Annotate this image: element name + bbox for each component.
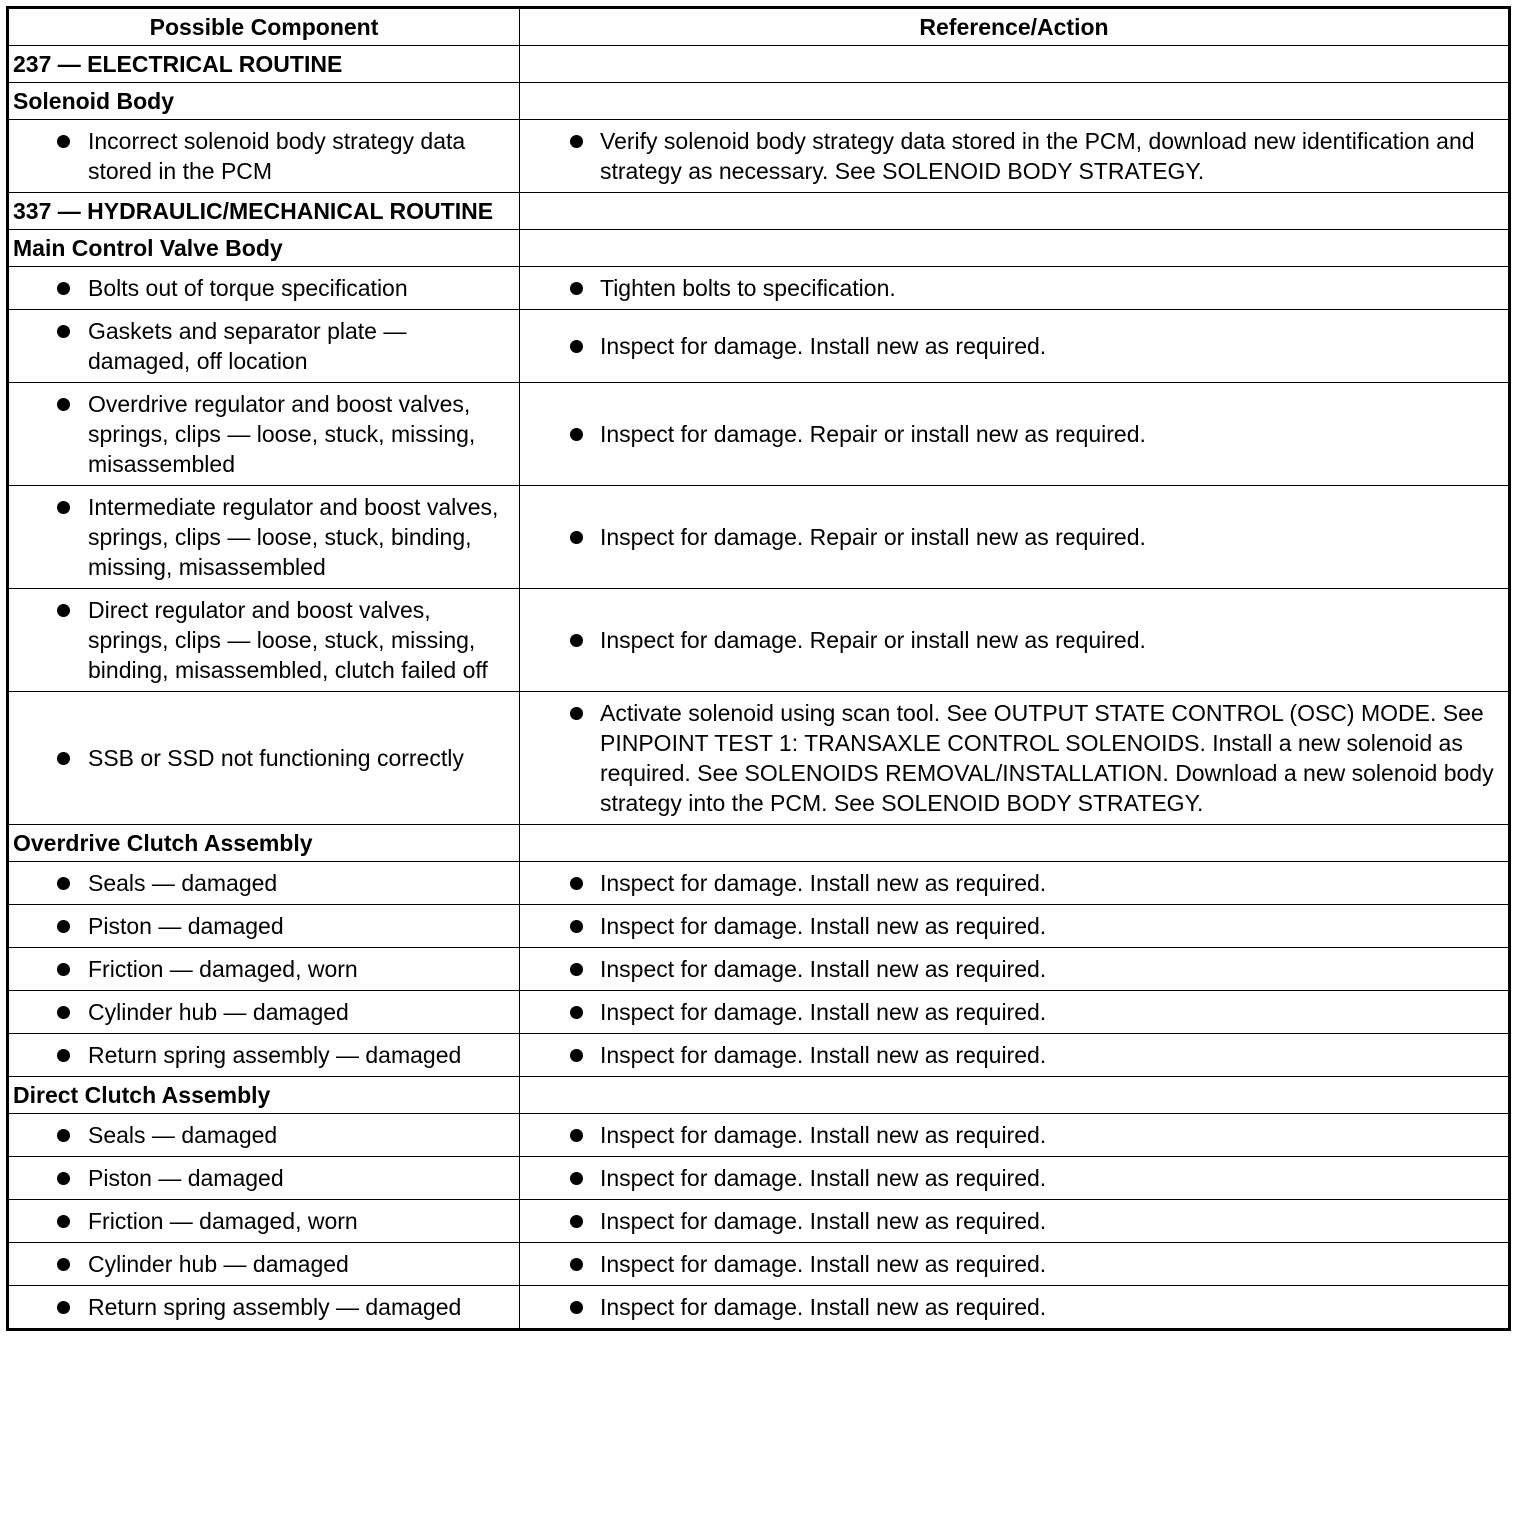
component-text: Friction — damaged, worn [88,956,358,982]
bullet-icon [57,1172,70,1185]
component-text: SSB or SSD not functioning correctly [88,745,464,771]
action-text: Inspect for damage. Install new as required. [600,1122,1047,1148]
bullet-icon [57,1006,70,1019]
column-header-component: Possible Component [8,8,520,46]
component-cell [8,589,520,692]
component-cell [8,692,520,825]
table-row [8,486,1510,589]
bullet-item [15,1120,513,1150]
component-text: Incorrect solenoid body strategy data stored in the PCM [88,128,466,184]
component-cell [8,862,520,905]
bullet-item [15,595,513,685]
component-cell [8,991,520,1034]
section-empty-cell [520,83,1510,120]
bullet-item [15,389,513,479]
action-cell [520,905,1510,948]
bullet-item [526,997,1502,1027]
bullet-icon [57,1049,70,1062]
table-row [8,1243,1510,1286]
bullet-item [15,1163,513,1193]
bullet-item [15,273,513,303]
component-text: Piston — damaged [88,913,284,939]
diagnosis-table-container [6,6,1511,1331]
action-cell [520,991,1510,1034]
component-text: Overdrive regulator and boost valves, springs, clips — loose, stuck, missing, misassembled [88,391,476,477]
section-empty-cell [520,230,1510,267]
table-row [8,1157,1510,1200]
bullet-icon [57,1215,70,1228]
bullet-item [526,698,1502,818]
section-empty-cell [520,46,1510,83]
component-cell [8,948,520,991]
component-text: Return spring assembly — damaged [88,1294,462,1320]
bullet-item [15,126,513,186]
bullet-icon [57,1301,70,1314]
action-cell [520,120,1510,193]
component-cell [8,1157,520,1200]
action-text: Inspect for damage. Repair or install new as required. [600,627,1146,653]
action-cell [520,862,1510,905]
bullet-icon [570,707,583,720]
bullet-item [526,954,1502,984]
component-text: Direct regulator and boost valves, springs, clips — loose, stuck, missing, binding, misassembled, clutch failed off [88,597,488,683]
section-empty-cell [520,193,1510,230]
bullet-icon [57,1129,70,1142]
table-row [8,1034,1510,1077]
bullet-item [526,868,1502,898]
bullet-item [526,1292,1502,1322]
action-cell [520,383,1510,486]
bullet-item [526,911,1502,941]
bullet-item [526,273,1502,303]
bullet-icon [57,604,70,617]
bullet-item [15,868,513,898]
component-cell [8,1200,520,1243]
bullet-icon [570,282,583,295]
bullet-icon [570,531,583,544]
bullet-item [15,911,513,941]
section-row [8,83,1510,120]
section-title: Solenoid Body [8,83,520,120]
component-cell [8,120,520,193]
bullet-item [526,1206,1502,1236]
bullet-item [15,997,513,1027]
table-row [8,991,1510,1034]
action-cell [520,1157,1510,1200]
action-text: Inspect for damage. Install new as required. [600,1165,1047,1191]
bullet-item [15,1292,513,1322]
bullet-icon [57,920,70,933]
component-cell [8,486,520,589]
column-header-action: Reference/Action [520,8,1510,46]
action-text: Tighten bolts to specification. [600,275,896,301]
section-empty-cell [520,1077,1510,1114]
action-text: Verify solenoid body strategy data stored in the PCM, download new identification and strategy as necessary. See SOLENOID BODY STRATEGY. [600,128,1475,184]
component-cell [8,1034,520,1077]
bullet-icon [570,1129,583,1142]
table-row [8,120,1510,193]
section-row [8,46,1510,83]
action-text: Inspect for damage. Repair or install new as required. [600,524,1146,550]
action-text: Inspect for damage. Install new as required. [600,1042,1047,1068]
bullet-icon [57,752,70,765]
component-text: Cylinder hub — damaged [88,999,349,1025]
action-cell [520,589,1510,692]
component-text: Seals — damaged [88,870,278,896]
action-text: Inspect for damage. Install new as required. [600,1294,1047,1320]
action-cell [520,267,1510,310]
action-cell [520,310,1510,383]
bullet-item [15,492,513,582]
component-cell [8,1114,520,1157]
bullet-item [15,954,513,984]
component-cell [8,383,520,486]
component-cell [8,310,520,383]
bullet-item [526,625,1502,655]
table-row [8,310,1510,383]
bullet-icon [57,325,70,338]
action-text: Inspect for damage. Install new as required. [600,870,1047,896]
bullet-item [15,1206,513,1236]
bullet-icon [57,282,70,295]
action-cell [520,1114,1510,1157]
section-title: 237 — ELECTRICAL ROUTINE [8,46,520,83]
action-cell [520,486,1510,589]
bullet-item [526,1120,1502,1150]
table-row [8,1286,1510,1330]
bullet-item [15,1040,513,1070]
table-row [8,589,1510,692]
bullet-icon [57,877,70,890]
diagnosis-table [6,6,1511,1331]
bullet-icon [570,428,583,441]
component-cell [8,1286,520,1330]
bullet-item [526,1040,1502,1070]
component-text: Return spring assembly — damaged [88,1042,462,1068]
section-row [8,825,1510,862]
bullet-icon [570,340,583,353]
bullet-item [15,1249,513,1279]
bullet-icon [57,1258,70,1271]
action-text: Inspect for damage. Install new as required. [600,1251,1047,1277]
action-text: Inspect for damage. Install new as required. [600,333,1047,359]
action-text: Inspect for damage. Install new as required. [600,1208,1047,1234]
action-cell [520,692,1510,825]
bullet-item [526,331,1502,361]
table-body [8,46,1510,1330]
bullet-icon [570,634,583,647]
section-empty-cell [520,825,1510,862]
bullet-item [526,1163,1502,1193]
component-text: Piston — damaged [88,1165,284,1191]
action-text: Inspect for damage. Repair or install new as required. [600,421,1146,447]
section-row [8,1077,1510,1114]
bullet-icon [570,1006,583,1019]
bullet-icon [570,1301,583,1314]
bullet-icon [570,135,583,148]
bullet-icon [570,1258,583,1271]
component-cell [8,905,520,948]
table-row [8,948,1510,991]
bullet-icon [570,963,583,976]
section-title: Overdrive Clutch Assembly [8,825,520,862]
component-cell [8,267,520,310]
bullet-icon [57,135,70,148]
action-cell [520,1243,1510,1286]
bullet-item [526,419,1502,449]
action-cell [520,948,1510,991]
section-title: Direct Clutch Assembly [8,1077,520,1114]
component-text: Bolts out of torque specification [88,275,408,301]
bullet-icon [570,1049,583,1062]
action-cell [520,1286,1510,1330]
action-text: Activate solenoid using scan tool. See OUTPUT STATE CONTROL (OSC) MODE. See PINPOINT TEST 1: TRANSAXLE CONTROL SOLENOIDS. Install a new solenoid as required. See SOLENOIDS REMOVAL/INSTALLATION. Download a new solenoid body strategy into the PCM. See SOLENOID BODY STRATEGY. [600,700,1494,816]
action-cell [520,1200,1510,1243]
bullet-item [526,126,1502,186]
section-title: Main Control Valve Body [8,230,520,267]
table-row [8,862,1510,905]
bullet-icon [570,1172,583,1185]
table-row [8,1114,1510,1157]
bullet-icon [57,963,70,976]
bullet-icon [570,920,583,933]
component-cell [8,1243,520,1286]
bullet-item [15,743,513,773]
section-row [8,230,1510,267]
bullet-icon [570,1215,583,1228]
action-text: Inspect for damage. Install new as required. [600,913,1047,939]
component-text: Intermediate regulator and boost valves, springs, clips — loose, stuck, binding, missing, misassembled [88,494,499,580]
bullet-item [526,1249,1502,1279]
bullet-icon [57,398,70,411]
table-row [8,383,1510,486]
bullet-item [526,522,1502,552]
section-row [8,193,1510,230]
component-text: Gaskets and separator plate — damaged, off location [88,318,407,374]
table-row [8,905,1510,948]
bullet-icon [57,501,70,514]
action-cell [520,1034,1510,1077]
table-row [8,692,1510,825]
action-text: Inspect for damage. Install new as required. [600,956,1047,982]
component-text: Seals — damaged [88,1122,278,1148]
section-title: 337 — HYDRAULIC/MECHANICAL ROUTINE [8,193,520,230]
bullet-icon [570,877,583,890]
action-text: Inspect for damage. Install new as required. [600,999,1047,1025]
table-row [8,1200,1510,1243]
component-text: Friction — damaged, worn [88,1208,358,1234]
table-row [8,267,1510,310]
bullet-item [15,316,513,376]
component-text: Cylinder hub — damaged [88,1251,349,1277]
header-row [8,8,1510,46]
